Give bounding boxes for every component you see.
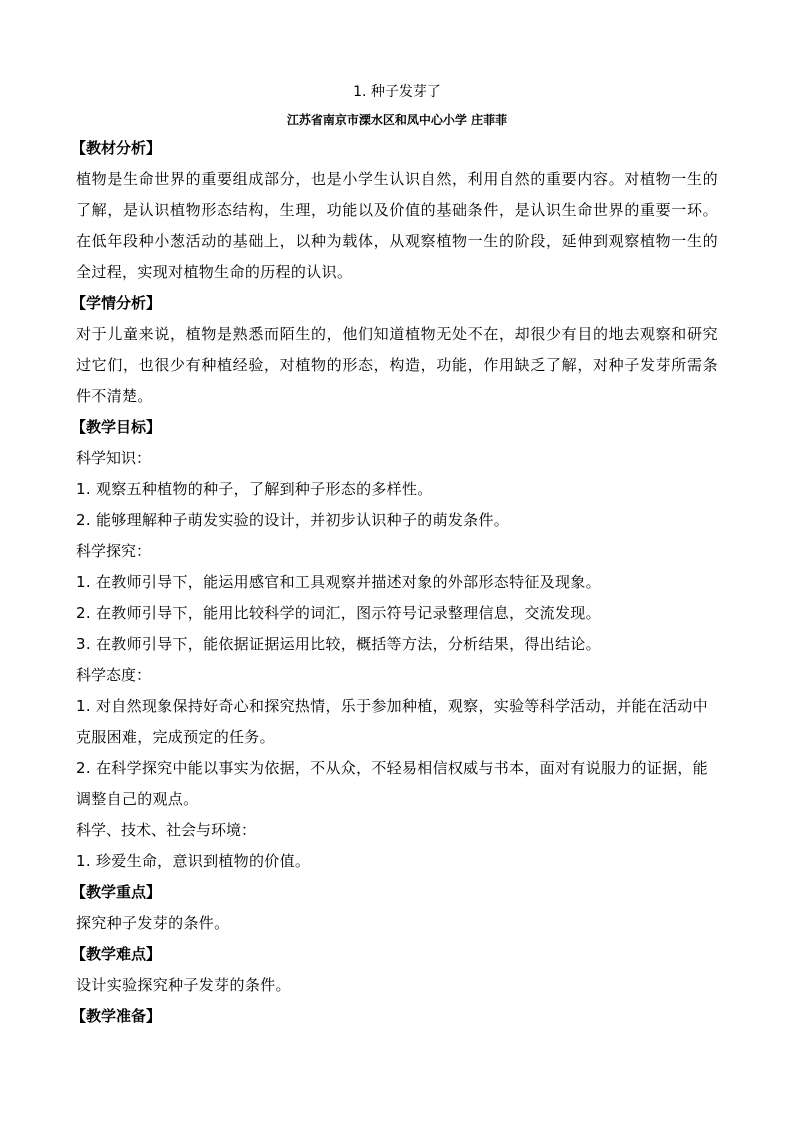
student-analysis-text: 对于儿童来说，植物是熟悉而陌生的，他们知道植物无处不在，却很少有目的地去观察和研究过它们，也很少有种植经验，对植物的形态，构造，功能，作用缺乏了解，对种子发芽所需条件不清楚。 (76, 325, 718, 405)
heading-preparation: 【教学准备】 (71, 1007, 162, 1025)
heading-material-analysis: 【教材分析】 (71, 139, 162, 157)
goal-label-attitude: 科学态度： (76, 666, 152, 684)
heading-key-point: 【教学重点】 (71, 883, 162, 901)
goal-knowledge-item: 2. 能够理解种子萌发实验的设计，并初步认识种子的萌发条件。 (76, 511, 510, 529)
material-analysis-text: 植物是生命世界的重要组成部分，也是小学生认识自然，利用自然的重要内容。对植物一生的了解，是认识植物形态结构，生理，功能以及价值的基础条件，是认识生命世界的重要一环。在低年段种小葱活动的基础上，以种为载体，从观察植物一生的阶段，延伸到观察植物一生的全过程，实现对植物生命的历程的认识。 (76, 170, 718, 281)
goal-label-knowledge: 科学知识： (76, 449, 152, 467)
goal-label-inquiry: 科学探究： (76, 542, 152, 560)
goal-inquiry-item: 3. 在教师引导下，能依据证据运用比较，概括等方法，分析结果，得出结论。 (76, 635, 601, 653)
heading-teaching-goals: 【教学目标】 (71, 418, 162, 436)
heading-difficulty: 【教学难点】 (71, 945, 162, 963)
goal-inquiry-item: 1. 在教师引导下，能运用感官和工具观察并描述对象的外部形态特征及现象。 (76, 573, 601, 591)
key-point-text: 探究种子发芽的条件。 (76, 914, 230, 932)
difficulty-text: 设计实验探究种子发芽的条件。 (76, 976, 291, 994)
heading-student-analysis: 【学情分析】 (71, 294, 162, 312)
goal-label-society: 科学、技术、社会与环境： (76, 821, 257, 839)
document-author: 江苏省南京市溧水区和凤中心小学 庄菲菲 (286, 113, 508, 127)
goal-attitude-item: 1. 对自然现象保持好奇心和探究热情，乐于参加种植，观察，实验等科学活动，并能在活动中克服困难，完成预定的任务。 (76, 697, 708, 746)
goal-knowledge-item: 1. 观察五种植物的种子，了解到种子形态的多样性。 (76, 480, 433, 498)
goal-attitude-item: 2. 在科学探究中能以事实为依据，不从众，不轻易相信权威与书本，面对有说服力的证据，能调整自己的观点。 (76, 759, 708, 808)
goal-inquiry-item: 2. 在教师引导下，能用比较科学的词汇，图示符号记录整理信息，交流发现。 (76, 604, 601, 622)
goal-society-item: 1. 珍爱生命，意识到植物的价值。 (76, 852, 311, 870)
document-title: 1. 种子发芽了 (353, 84, 441, 100)
